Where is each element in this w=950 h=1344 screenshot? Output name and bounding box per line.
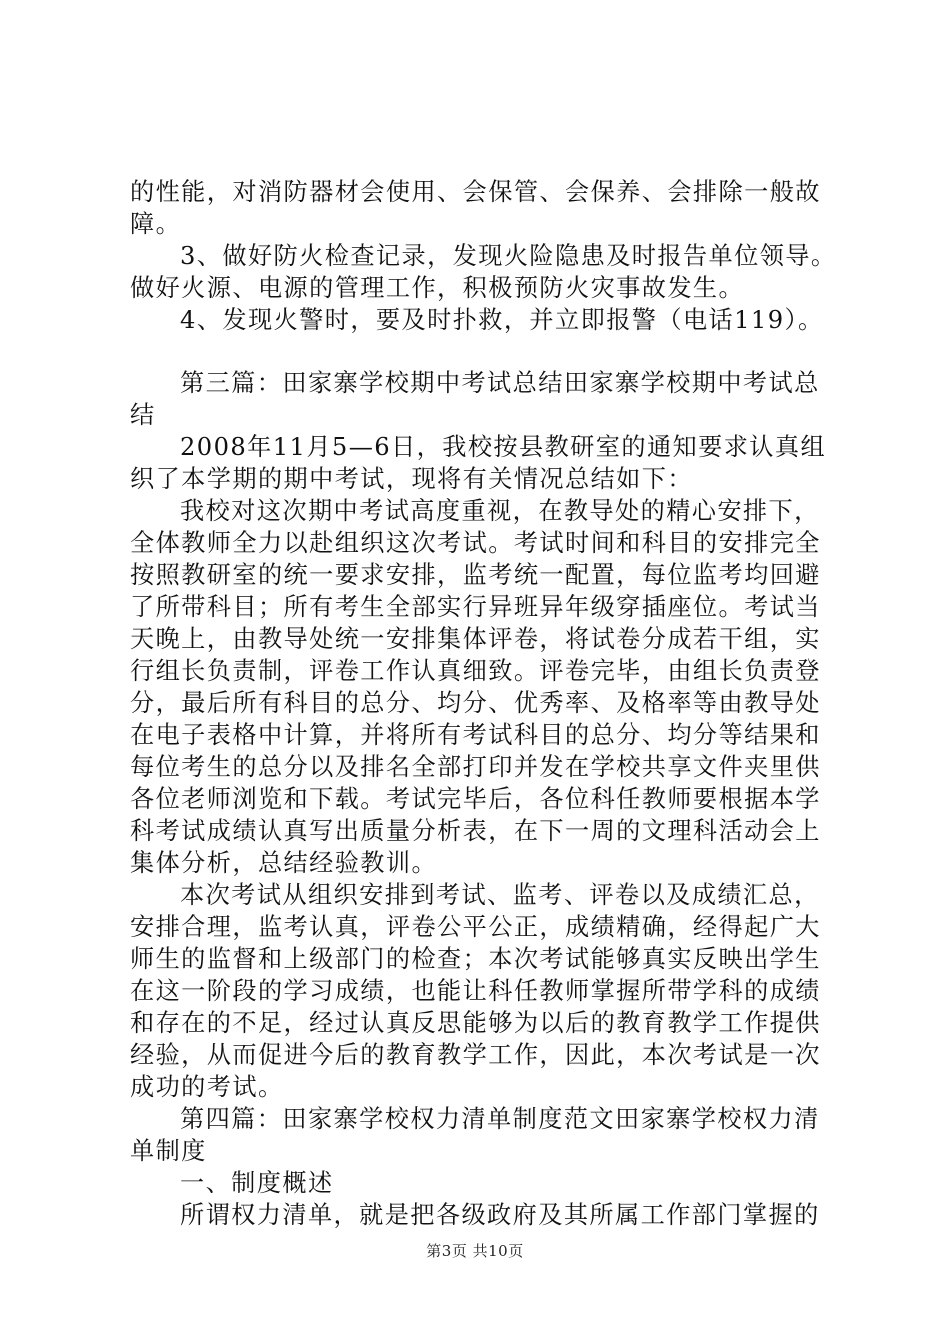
text-line: 经验，从而促进今后的教育教学工作，因此，本次考试是一次 [130,1041,821,1069]
text-line: 集体分析，总结经验教训。 [130,849,438,877]
text-line: 4、发现火警时，要及时扑救，并立即报警（电话119）。 [180,306,824,334]
text-line: 2008年11月5—6日，我校按县教研室的通知要求认真组 [180,433,827,461]
subsection-heading: 一、制度概述 [180,1169,334,1197]
section-heading: 结 [130,401,156,429]
text-line: 的性能，对消防器材会使用、会保管、会保养、会排除一般故 [130,178,821,206]
text-line: 分，最后所有科目的总分、均分、优秀率、及格率等由教导处 [130,689,821,717]
text-line: 做好火源、电源的管理工作，积极预防火灾事故发生。 [130,274,745,302]
section-heading: 第三篇：田家寨学校期中考试总结田家寨学校期中考试总 [180,369,820,397]
text-line: 全体教师全力以赴组织这次考试。考试时间和科目的安排完全 [130,529,821,557]
text-line: 科考试成绩认真写出质量分析表，在下一周的文理科活动会上 [130,817,821,845]
text-line: 在电子表格中计算，并将所有考试科目的总分、均分等结果和 [130,721,821,749]
text-line: 天晚上，由教导处统一安排集体评卷，将试卷分成若干组，实 [130,625,821,653]
text-line: 安排合理，监考认真，评卷公平公正，成绩精确，经得起广大 [130,913,821,941]
text-line: 障。 [130,210,182,238]
section-spacer [130,336,830,367]
text-line: 本次考试从组织安排到考试、监考、评卷以及成绩汇总， [180,881,820,909]
text-line: 了所带科目；所有考生全部实行异班异年级穿插座位。考试当 [130,593,821,621]
text-line: 在这一阶段的学习成绩，也能让科任教师掌握所带学科的成绩 [130,977,821,1005]
page-footer: 第3页 共10页 [426,1242,524,1260]
text-line: 按照教研室的统一要求安排，监考统一配置，每位监考均回避 [130,561,821,589]
section-heading: 单制度 [130,1137,207,1165]
text-line: 成功的考试。 [130,1073,284,1101]
text-line: 每位考生的总分以及排名全部打印并发在学校共享文件夹里供 [130,753,821,781]
text-line: 各位老师浏览和下载。考试完毕后，各位科任教师要根据本学 [130,785,821,813]
text-line: 我校对这次期中考试高度重视，在教导处的精心安排下， [180,497,820,525]
text-line: 行组长负责制，评卷工作认真细致。评卷完毕，由组长负责登 [130,657,821,685]
section-heading: 第四篇：田家寨学校权力清单制度范文田家寨学校权力清 [180,1105,820,1133]
document-body [130,176,837,1231]
text-line: 3、做好防火检查记录，发现火险隐患及时报告单位领导。 [180,242,837,270]
text-line: 和存在的不足，经过认真反思能够为以后的教育教学工作提供 [130,1009,821,1037]
text-line: 师生的监督和上级部门的检查；本次考试能够真实反映出学生 [130,945,821,973]
text-line: 所谓权力清单，就是把各级政府及其所属工作部门掌握的 [180,1201,820,1229]
text-line: 织了本学期的期中考试，现将有关情况总结如下： [130,465,693,493]
